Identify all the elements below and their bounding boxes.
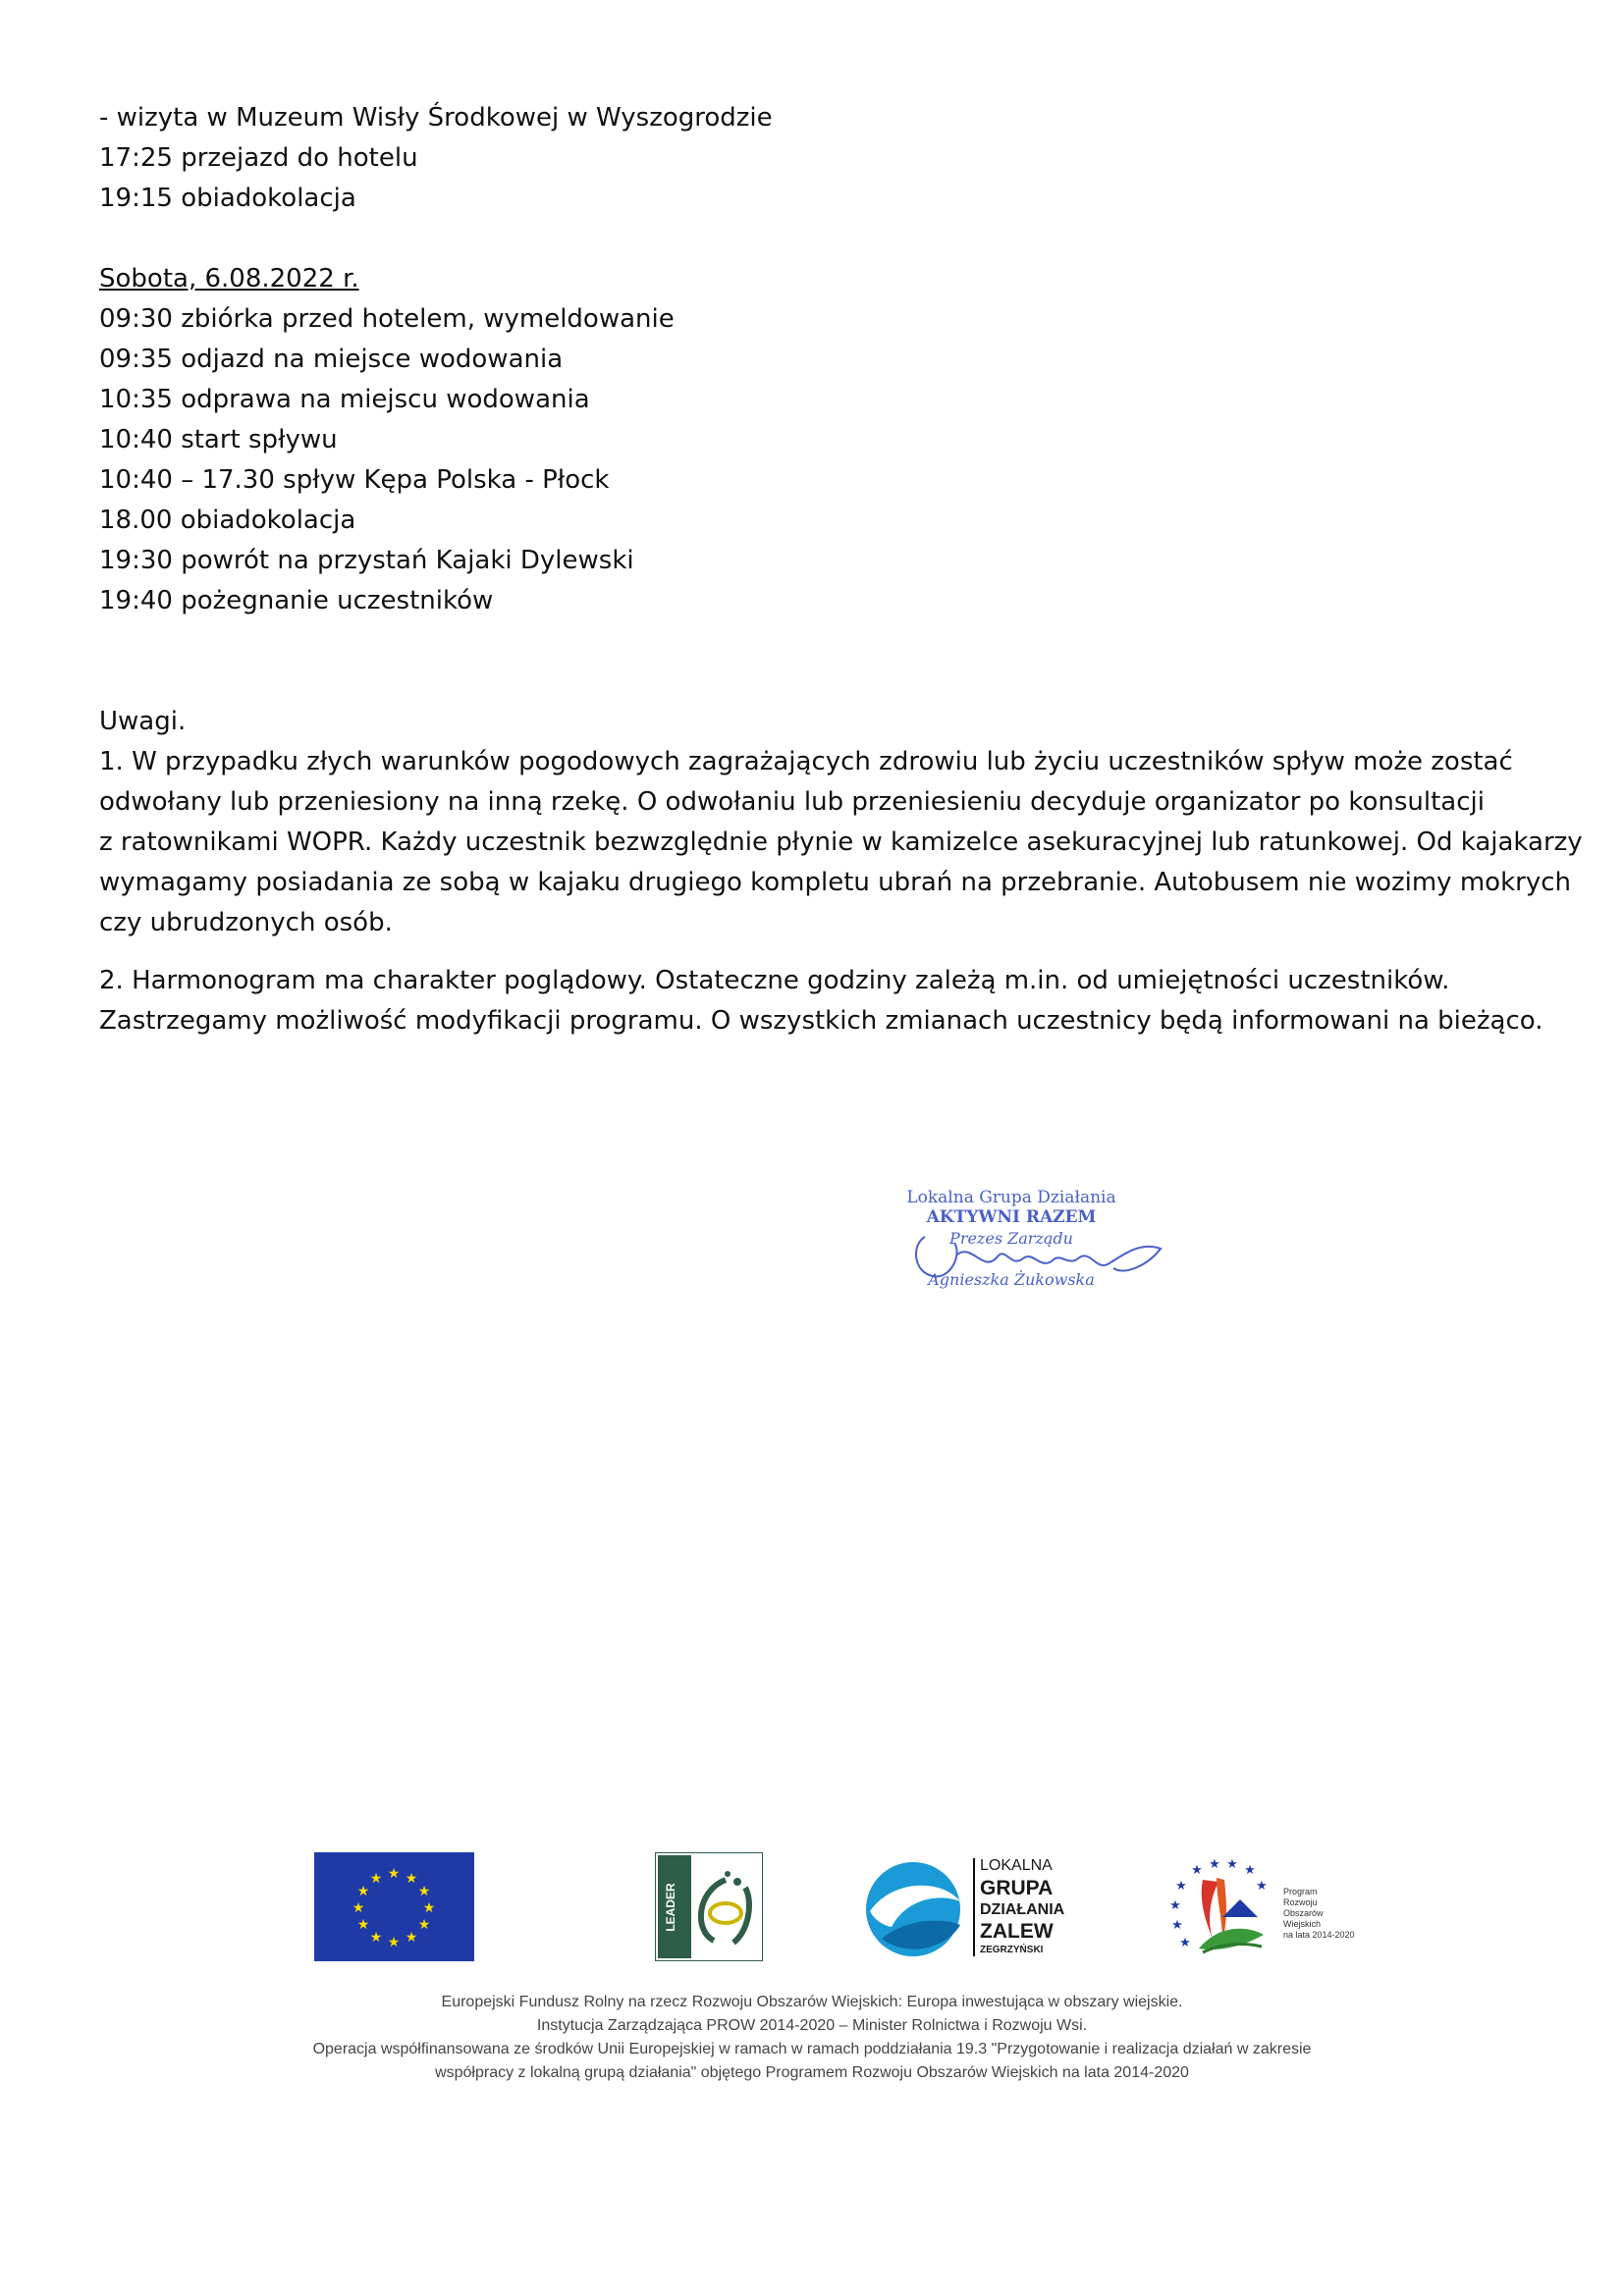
svg-text:★: ★ [1175,1879,1187,1894]
schedule-item: 10:40 start spływu [99,425,338,454]
schedule-item: 19:40 pożegnanie uczestników [99,586,494,615]
svg-text:★: ★ [405,1930,418,1946]
footer-line: Instytucja Zarządzająca PROW 2014-2020 – Minister Rolnictwa i Rozwoju Wsi. [536,2017,1088,2034]
prow-text-line: na lata 2014-2020 [1283,1930,1355,1940]
lgd-zalew-logo [862,1850,1088,1964]
paragraph-line: z ratownikami WOPR. Każdy uczestnik bezwzględnie płynie w kamizelce asekuracyjnej lub ratunkowej. Od kajakarzy [99,828,1583,857]
notes-heading: Uwagi. [99,707,187,736]
footer-line: współpracy z lokalną grupą działania" objętego Programem Rozwoju Obszarów Wiejskich na lata 2014-2020 [435,2064,1189,2081]
schedule-line: 19:15 obiadokolacja [99,184,356,213]
svg-text:★: ★ [369,1871,383,1887]
paragraph-line: Zastrzegamy możliwość modyfikacji programu. O wszystkich zmianach uczestnicy będą informowani na bieżąco. [99,1006,1543,1036]
leader-logo [655,1852,763,1961]
handwritten-signature [903,1186,1178,1304]
stamp-role: Prezes Zarządu [949,1229,1073,1248]
prow-text-line: Wiejskich [1283,1919,1322,1929]
svg-text:★: ★ [352,1900,365,1916]
paragraph-line: 1. W przypadku złych warunków pogodowych zagrażających zdrowiu lub życiu uczestników spływ może zostać [99,747,1513,776]
notes-paragraph-1 [99,742,1583,943]
prow-text-line: Obszarów [1283,1908,1324,1918]
stamp-org: Lokalna Grupa Działania [906,1188,1116,1207]
svg-text:★: ★ [417,1884,431,1899]
paragraph-line: 2. Harmonogram ma charakter poglądowy. Ostateczne godziny zależą m.in. od umiejętności uczestników. [99,966,1450,995]
lgd-text-line: DZIAŁANIA [980,1901,1065,1918]
svg-text:★: ★ [1169,1898,1181,1913]
leader-label: LEADER [664,1883,677,1932]
eu-stars-icon [314,1852,474,1961]
svg-text:★: ★ [422,1900,436,1916]
svg-text:★: ★ [1226,1857,1238,1872]
stamp-person: Agnieszka Żukowska [928,1270,1095,1289]
prow-logo [1164,1850,1355,1964]
svg-text:★: ★ [1179,1936,1191,1950]
svg-text:★: ★ [405,1871,418,1887]
lgd-text-line: ZEGRZYŃSKI [980,1945,1044,1955]
lgd-text-line: ZALEW [980,1920,1054,1943]
schedule-line: - wizyta w Muzeum Wisły Środkowej w Wyszogrodzie [99,103,773,133]
schedule-item: 09:30 zbiórka przed hotelem, wymeldowanie [99,304,675,334]
paragraph-line: wymagamy posiadania ze sobą w kajaku drugiego kompletu ubrań na przebranie. Autobusem nie wozimy mokrych [99,868,1571,897]
eu-flag-icon [314,1852,474,1961]
svg-text:★: ★ [1191,1863,1203,1878]
paragraph-line: czy ubrudzonych osób. [99,908,393,937]
schedule-item: 19:30 powrót na przystań Kajaki Dylewski [99,546,634,575]
footer-line: Europejski Fundusz Rolny na rzecz Rozwoju Obszarów Wiejskich: Europa inwestująca w obszary wiejskie. [441,1994,1183,2010]
svg-text:★: ★ [387,1866,401,1882]
saturday-heading: Sobota, 6.08.2022 r. [99,264,359,294]
svg-text:★: ★ [387,1935,401,1950]
prow-text-line: Rozwoju [1283,1897,1318,1907]
svg-text:★: ★ [417,1917,431,1933]
svg-text:★: ★ [356,1917,370,1933]
prow-text-line: Program [1283,1887,1318,1896]
svg-text:★: ★ [1244,1863,1256,1878]
stamp-name: AKTYWNI RAZEM [926,1207,1097,1227]
schedule-item: 18.00 obiadokolacja [99,506,356,535]
svg-text:★: ★ [369,1930,383,1946]
lgd-text-line: LOKALNA [980,1857,1053,1874]
svg-text:★: ★ [1209,1857,1220,1872]
footer-line: Operacja współfinansowana ze środków Unii Europejskiej w ramach w ramach poddziałania 19.3 "Przygotowanie i realizacja działań w zakresie [312,2041,1312,2057]
svg-text:★: ★ [1256,1879,1268,1894]
lgd-text-line: GRUPA [980,1877,1054,1899]
schedule-item: 10:40 – 17.30 spływ Kępa Polska - Płock [99,465,610,495]
svg-text:★: ★ [356,1884,370,1899]
schedule-item: 09:35 odjazd na miejsce wodowania [99,345,564,374]
schedule-item: 10:35 odprawa na miejscu wodowania [99,385,590,414]
schedule-line: 17:25 przejazd do hotelu [99,143,418,173]
paragraph-line: odwołany lub przeniesiony na inną rzekę. O odwołaniu lub przeniesieniu decyduje organizator po konsultacji [99,787,1485,817]
signature-stamp [903,1186,1178,1304]
svg-text:★: ★ [1171,1918,1183,1933]
notes-paragraph-2 [99,961,1543,1041]
